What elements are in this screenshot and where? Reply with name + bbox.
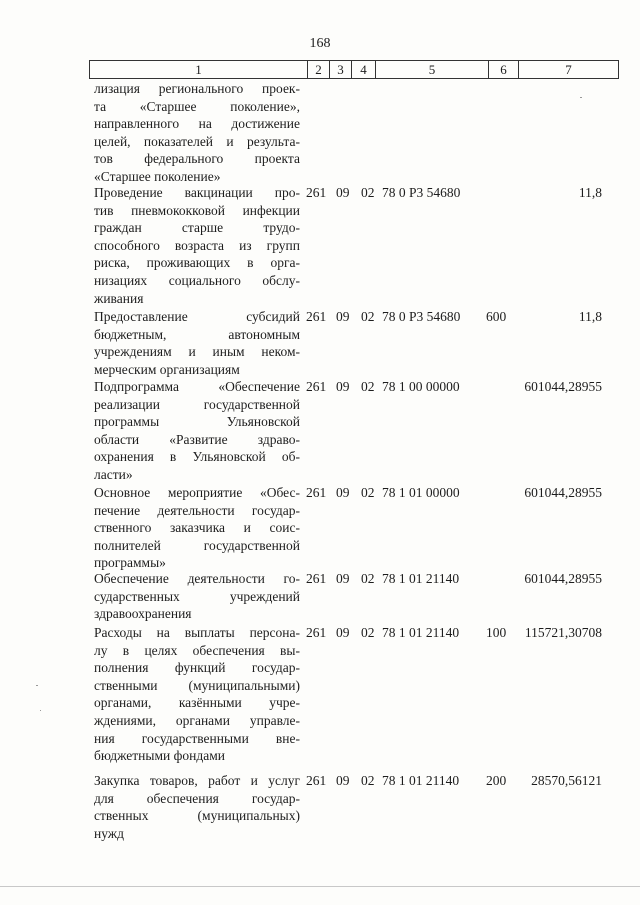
description-line: бюджетным, автономным xyxy=(94,326,300,342)
column-header-7: 7 xyxy=(565,61,572,77)
target-item-code: 78 1 01 21140 xyxy=(382,625,460,640)
expense-type-code: 100 xyxy=(486,625,507,640)
section-code: 09 xyxy=(336,571,350,586)
description-line: программы Ульяновской xyxy=(94,414,300,430)
scan-speck xyxy=(40,710,41,711)
subsection-code: 02 xyxy=(361,379,375,394)
expense-type-code: 600 xyxy=(486,309,507,324)
table-header xyxy=(89,60,619,79)
target-item-code: 78 1 00 00000 xyxy=(382,379,460,394)
description-line: ственного заказчика и соис- xyxy=(94,520,300,536)
description-line: ственными (муниципальными) xyxy=(94,677,300,693)
amount: 601044,28955 xyxy=(524,379,602,394)
department-code: 261 xyxy=(306,571,327,586)
description-line: учреждениям и иным неком- xyxy=(94,344,300,360)
section-code: 09 xyxy=(336,773,350,788)
column-header-1: 1 xyxy=(90,61,308,78)
section-code: 09 xyxy=(336,485,350,500)
amount: 11,8 xyxy=(578,309,602,324)
subsection-code: 02 xyxy=(361,773,375,788)
description-line: нужд xyxy=(94,825,124,841)
expense-type-code: 200 xyxy=(486,773,507,788)
description-line: печение деятельности государ- xyxy=(94,502,300,518)
description-line: Проведение вакцинации про- xyxy=(94,185,300,200)
description-line: Обеспечение деятельности го- xyxy=(94,571,300,586)
description-line: полнителей государственной xyxy=(94,537,300,553)
row-description xyxy=(94,80,300,186)
column-header-5: 5 xyxy=(376,61,489,78)
description-line: низациях социального обслу- xyxy=(94,272,300,288)
department-code: 261 xyxy=(306,625,327,640)
department-code: 261 xyxy=(306,773,327,788)
description-line: полнения функций государ- xyxy=(94,660,300,676)
department-code: 261 xyxy=(306,185,327,200)
description-line: ласти» xyxy=(94,466,133,482)
description-line: живания xyxy=(94,290,144,306)
description-line: ния государственными вне- xyxy=(94,730,300,746)
section-code: 09 xyxy=(336,185,350,200)
target-item-code: 78 0 Р3 54680 xyxy=(382,309,461,324)
row-description xyxy=(94,772,300,842)
department-code: 261 xyxy=(306,379,327,394)
row-description xyxy=(94,308,300,378)
description-line: способного возраста из групп xyxy=(94,237,300,253)
row-description xyxy=(94,378,300,484)
section-code: 09 xyxy=(336,625,350,640)
description-line: сударственных учреждений xyxy=(94,588,300,604)
description-line: Основное мероприятие «Обес- xyxy=(94,485,300,500)
description-line: бюджетными фондами xyxy=(94,748,225,764)
amount: 115721,30708 xyxy=(524,625,602,640)
description-line: лу в целях обеспечения вы- xyxy=(94,642,300,658)
section-code: 09 xyxy=(336,379,350,394)
target-item-code: 78 0 Р3 54680 xyxy=(382,185,461,200)
subsection-code: 02 xyxy=(361,309,375,324)
amount: 601044,28955 xyxy=(524,571,602,586)
description-line: граждан старше трудо- xyxy=(94,220,300,236)
column-header-3: 3 xyxy=(330,61,352,78)
scan-edge-line xyxy=(0,886,640,887)
description-line: тив пневмококковой инфекции xyxy=(94,202,300,218)
description-line: Расходы на выплаты персона- xyxy=(94,625,300,640)
description-line: для обеспечения государ- xyxy=(94,790,300,806)
description-line: Закупка товаров, работ и услуг xyxy=(94,773,300,788)
target-item-code: 78 1 01 21140 xyxy=(382,571,460,586)
description-line: «Старшее поколение» xyxy=(94,168,221,184)
department-code: 261 xyxy=(306,309,327,324)
description-line: ственных (муниципальных) xyxy=(94,808,300,824)
target-item-code: 78 1 01 00000 xyxy=(382,485,460,500)
subsection-code: 02 xyxy=(361,485,375,500)
description-line: реализации государственной xyxy=(94,396,300,412)
row-description xyxy=(94,570,300,623)
description-line: тов федерального проекта xyxy=(94,151,300,167)
description-line: направленного на достижение xyxy=(94,116,300,132)
scan-speck xyxy=(580,97,582,98)
department-code: 261 xyxy=(306,485,327,500)
description-line: органами, казёнными учре- xyxy=(94,695,300,711)
description-line: целей, показателей и результа- xyxy=(94,133,300,149)
description-line: ждениями, органами управле- xyxy=(94,712,300,728)
row-description xyxy=(94,484,300,572)
row-description xyxy=(94,184,300,307)
target-item-code: 78 1 01 21140 xyxy=(382,773,460,788)
description-line: здравоохранения xyxy=(94,606,192,622)
subsection-code: 02 xyxy=(361,625,375,640)
amount: 28570,56121 xyxy=(531,773,602,788)
scan-speck xyxy=(36,685,38,686)
amount: 601044,28955 xyxy=(524,485,602,500)
description-line: Предоставление субсидий xyxy=(94,309,300,324)
subsection-code: 02 xyxy=(361,185,375,200)
description-line: Подпрограмма «Обеспечение xyxy=(94,379,300,394)
description-line: риска, проживающих в орга- xyxy=(94,255,300,271)
row-description xyxy=(94,624,300,765)
section-code: 09 xyxy=(336,309,350,324)
column-header-6: 6 xyxy=(489,61,519,78)
description-line: мерческим организациям xyxy=(94,361,240,377)
subsection-code: 02 xyxy=(361,571,375,586)
column-header-4: 4 xyxy=(352,61,376,78)
description-line: охранения в Ульяновской об- xyxy=(94,449,300,465)
description-line: области «Развитие здраво- xyxy=(94,431,300,447)
page-number: 168 xyxy=(309,36,331,51)
description-line: программы» xyxy=(94,555,166,571)
description-line: та «Старшее поколение», xyxy=(94,98,300,114)
description-line: лизация регионального проек- xyxy=(94,81,300,96)
amount: 11,8 xyxy=(578,185,602,200)
column-header-2: 2 xyxy=(308,61,330,78)
